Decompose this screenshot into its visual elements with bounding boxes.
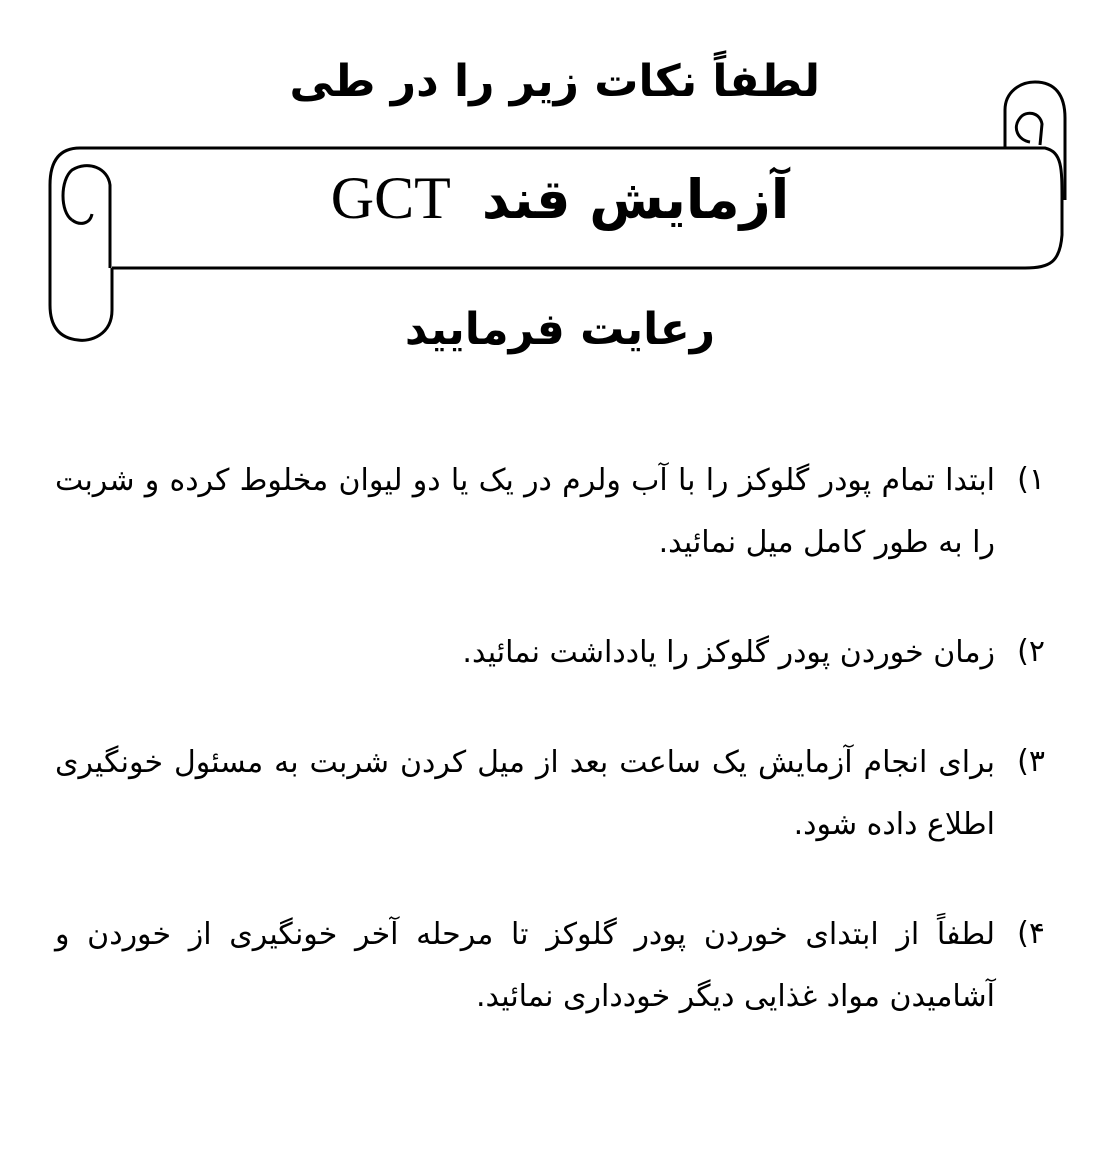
heading-top-line: لطفاً نکات زیر را در طی [289, 56, 820, 107]
instruction-item [55, 732, 1045, 856]
banner-title [300, 158, 820, 253]
instruction-number: ۴) [1017, 916, 1045, 951]
banner-title-persian: آزمایش قند [481, 168, 790, 231]
heading-bottom-line: رعایت فرمایید [404, 304, 716, 355]
instruction-text: لطفاً از ابتدای خوردن پودر گلوکز تا مرحله آخر خونگیری از خوردن و آشامیدن مواد غذایی دیگر خودداری نمائید. [55, 917, 995, 1014]
instruction-number: ۲) [1017, 634, 1045, 669]
instruction-text: ابتدا تمام پودر گلوکز را با آب ولرم در یک یا دو لیوان مخلوط کرده و شربت را به طور کامل میل نمائید. [55, 463, 995, 560]
instruction-number: ۱) [1017, 462, 1045, 497]
instruction-item [55, 450, 1045, 574]
instruction-item [55, 904, 1045, 1028]
instruction-text: زمان خوردن پودر گلوکز را یادداشت نمائید. [462, 635, 995, 670]
banner-title-gct: GCT [330, 165, 451, 231]
instruction-text: برای انجام آزمایش یک ساعت بعد از میل کردن شربت به مسئول خونگیری اطلاع داده شود. [55, 745, 995, 842]
instruction-list [55, 450, 1045, 1076]
instruction-item [55, 622, 1045, 684]
instruction-number: ۳) [1017, 744, 1045, 779]
